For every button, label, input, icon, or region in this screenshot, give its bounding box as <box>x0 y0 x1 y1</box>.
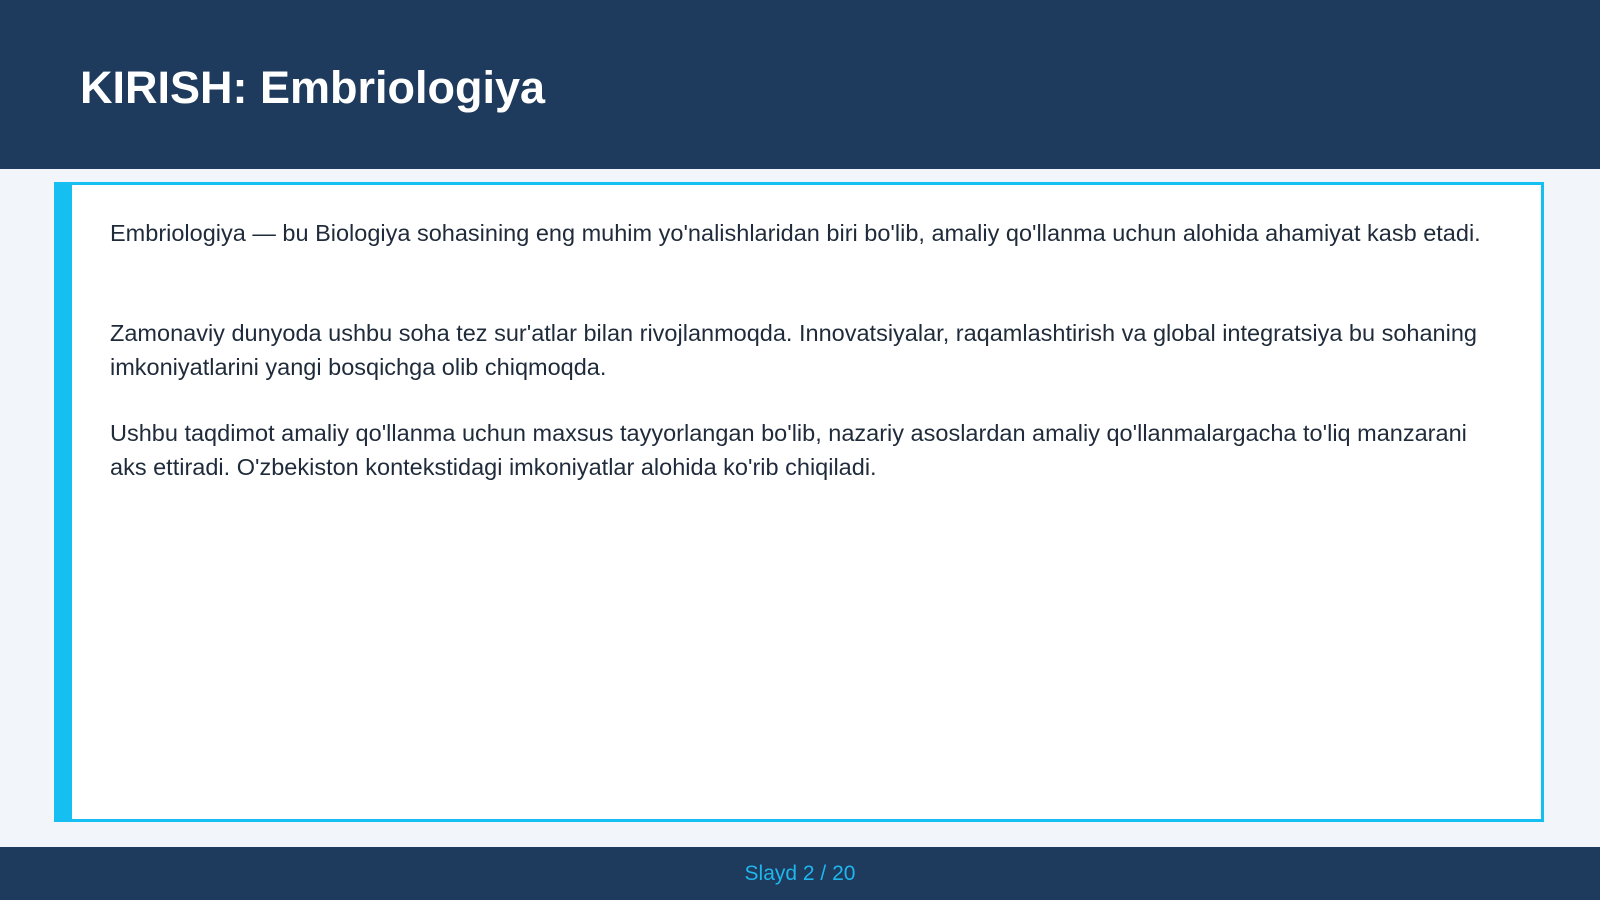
content-paragraph-1: Embriologiya — bu Biologiya sohasining eng muhim yo'nalishlaridan biri bo'lib, amaliy qo'llanma uchun alohida ahamiyat kasb etadi. <box>110 220 1481 246</box>
content-paragraph-3: Ushbu taqdimot amaliy qo'llanma uchun maxsus tayyorlangan bo'lib, nazariy asoslardan amaliy qo'llanmalargacha to'liq manzarani aks ettiradi. O'zbekiston kontekstidagi imkoniyatlar alohida ko'rib chiqiladi. <box>110 420 1467 480</box>
slide-title: KIRISH: Embriologiya <box>80 62 546 113</box>
slide-counter: Slayd 2 / 20 <box>744 862 856 885</box>
slide-footer <box>0 847 1600 900</box>
content-paragraph-2: Zamonaviy dunyoda ushbu soha tez sur'atlar bilan rivojlanmoqda. Innovatsiyalar, raqamlashtirish va global integratsiya bu sohaning imkoniyatlarini yangi bosqichga olib chiqmoqda. <box>110 320 1477 380</box>
content-card <box>54 182 1544 822</box>
slide-header <box>0 0 1600 169</box>
